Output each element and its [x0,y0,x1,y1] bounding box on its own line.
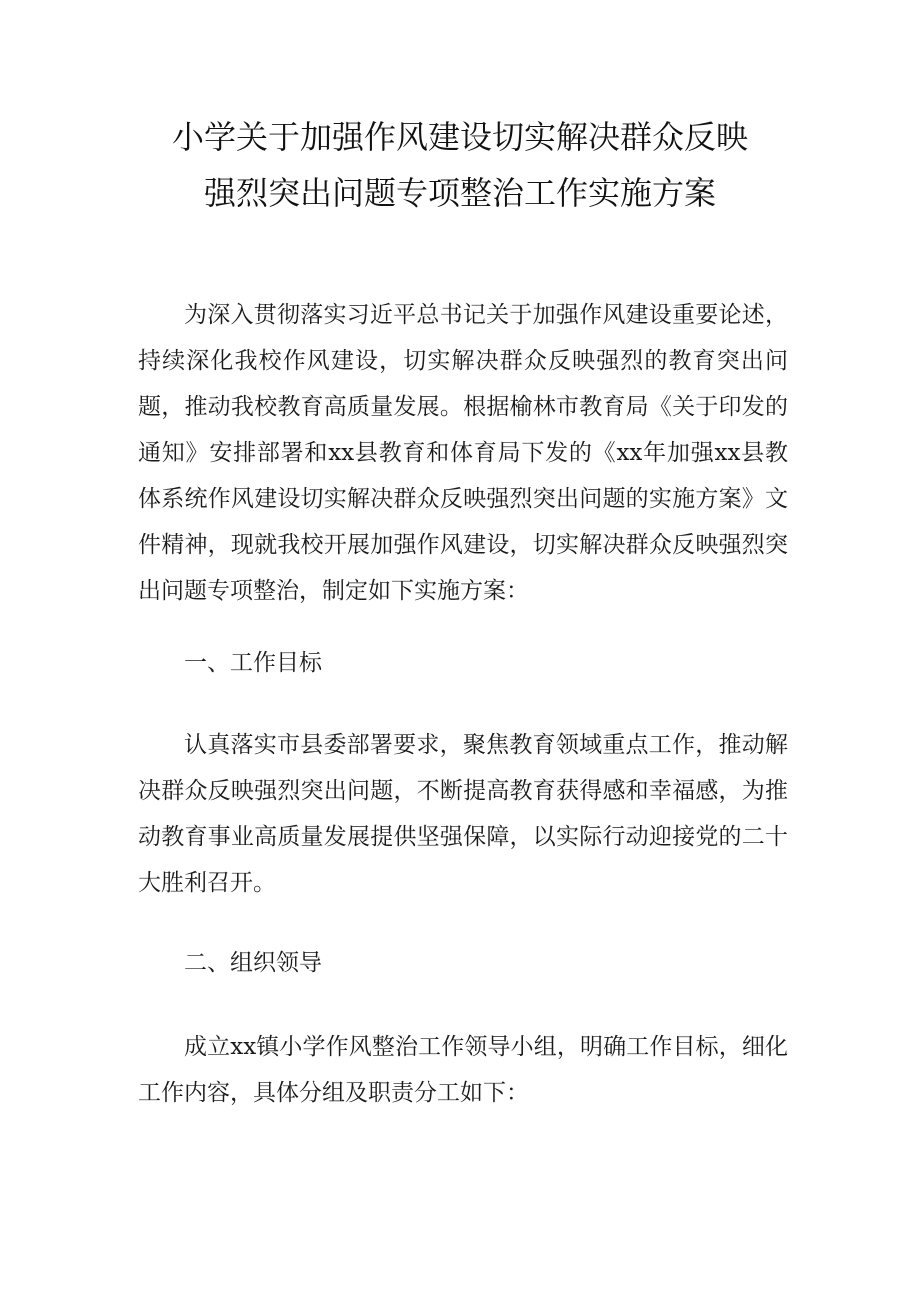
intro-paragraph: 为深入贯彻落实习近平总书记关于加强作风建设重要论述，持续深化我校作风建设，切实解决群众反映强烈的教育突出问题，推动我校教育高质量发展。根据榆林市教育局《关于印发的通知》安排部署和xx县教育和体育局下发的《xx年加强xx县教体系统作风建设切实解决群众反映强烈突出问题的实施方案》文件精神，现就我校开展加强作风建设，切实解决群众反映强烈突出问题专项整治，制定如下实施方案： [138,302,788,604]
document-title-line-1: 小学关于加强作风建设切实解决群众反映 [171,118,748,156]
document-title-line-2: 强烈突出问题专项整治工作实施方案 [203,174,716,212]
section-heading-leadership: 二、组织领导 [184,950,322,976]
section-paragraph-goals: 认真落实市县委部署要求，聚焦教育领域重点工作，推动解决群众反映强烈突出问题，不断提高教育获得感和幸福感，为推动教育事业高质量发展提供坚强保障，以实际行动迎接党的二十大胜利召开。 [138,732,788,896]
section-heading-goals: 一、工作目标 [184,650,322,676]
section-paragraph-leadership: 成立xx镇小学作风整治工作领导小组，明确工作目标，细化工作内容，具体分组及职责分工如下： [138,1034,788,1106]
